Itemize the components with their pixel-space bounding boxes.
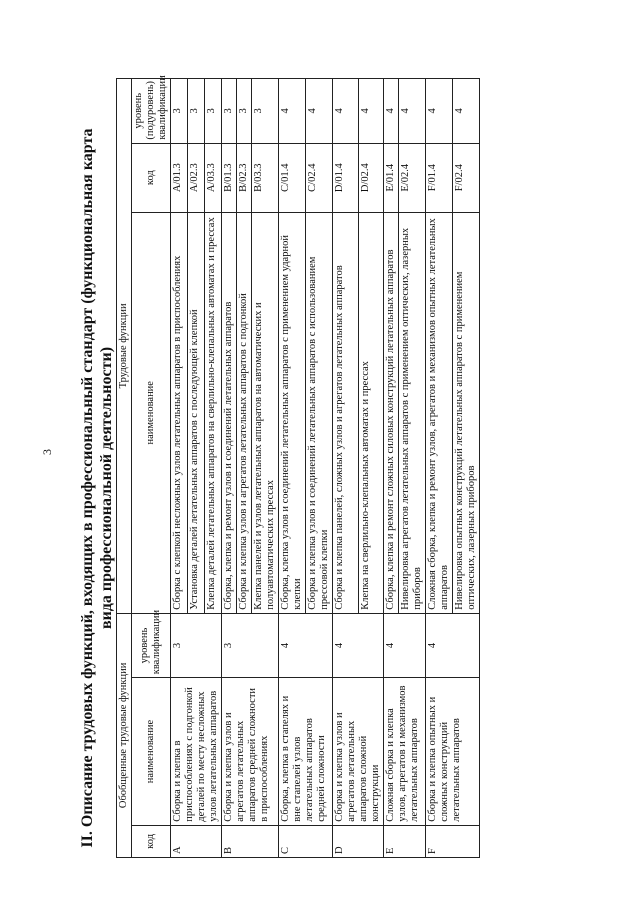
function-code: B/02.3 <box>237 143 252 212</box>
function-code: A/01.3 <box>171 143 188 212</box>
function-level: 4 <box>399 79 426 144</box>
group-level: 3 <box>222 613 279 678</box>
document-title: II. Описание трудовых функций, входящих в профессиональный стандарт (функциональная карта вида профессиональной деятельности) <box>79 128 115 848</box>
header-labor-functions: Трудовые функции <box>117 79 132 614</box>
function-level: 4 <box>333 79 359 144</box>
table-row <box>171 79 188 858</box>
function-level: 3 <box>237 79 252 144</box>
functional-map-table <box>116 75 480 858</box>
group-name: Сложная сборка и клепка узлов, агрегатов и механизмов летательных аппаратов <box>384 678 426 825</box>
function-code: C/02.4 <box>306 143 333 212</box>
header-function-name: наименование <box>132 212 171 613</box>
function-code: F/01.4 <box>426 143 453 212</box>
function-level: 4 <box>306 79 333 144</box>
function-level: 3 <box>205 79 222 144</box>
group-name: Сборка и клепка узлов и агрегатов летательных аппаратов сложной конструкции <box>333 678 384 825</box>
function-code: E/02.4 <box>399 143 426 212</box>
header-generalized-name: наименование <box>132 678 171 825</box>
function-level: 3 <box>252 79 279 144</box>
group-level: 4 <box>426 613 480 678</box>
group-level: 4 <box>384 613 426 678</box>
function-code: B/03.3 <box>252 143 279 212</box>
function-name: Клепка панелей и узлов летательных аппаратов на автоматических и полуавтоматических прессах <box>252 212 279 613</box>
function-level: 4 <box>358 79 384 144</box>
function-level: 3 <box>188 79 205 144</box>
function-level: 3 <box>171 79 188 144</box>
function-name: Установка деталей летательных аппаратов с последующей клепкой <box>188 212 205 613</box>
group-code: D <box>333 825 384 857</box>
function-name: Сборка и клепка узлов и соединений летательных аппаратов с использованием прессовой клепки <box>306 212 333 613</box>
function-code: C/01.4 <box>279 143 306 212</box>
function-code: B/01.3 <box>222 143 237 212</box>
function-name: Сборка и клепка узлов и агрегатов летательных аппаратов с подгонкой <box>237 212 252 613</box>
table-row <box>279 79 306 858</box>
function-name: Сборка и клепка панелей, сложных узлов и агрегатов летательных аппаратов <box>333 212 359 613</box>
function-level: 3 <box>222 79 237 144</box>
header-function-level: уровень (подуровень) квалификации <box>132 79 171 144</box>
group-code: B <box>222 825 279 857</box>
function-name: Сборка с клепкой несложных узлов летательных аппаратов в приспособлениях <box>171 212 188 613</box>
function-code: A/03.3 <box>205 143 222 212</box>
function-name: Сложная сборка, клепка и ремонт узлов, агрегатов и механизмов опытных летательных аппаратов <box>426 212 453 613</box>
group-name: Сборка, клепка в стапелях и вне стапелей узлов летательных аппаратов средней сложности <box>279 678 333 825</box>
group-code: E <box>384 825 426 857</box>
group-code: A <box>171 825 222 857</box>
function-code: E/01.4 <box>384 143 399 212</box>
function-level: 4 <box>426 79 453 144</box>
function-level: 4 <box>384 79 399 144</box>
group-name: Сборка и клепка узлов и агрегатов летательных аппаратов средней сложности в приспособлениях <box>222 678 279 825</box>
function-name: Сборка, клепка и ремонт узлов и соединений летательных аппаратов <box>222 212 237 613</box>
group-name: Сборка и клепка в приспособлениях с подгонкой деталей по месту несложных узлов летательных аппаратов <box>171 678 222 825</box>
header-qualification-level: уровень квалификации <box>132 613 171 678</box>
group-level: 4 <box>279 613 333 678</box>
function-name: Клепка на сверлильно-клепальных автоматах и прессах <box>358 212 384 613</box>
header-function-code: код <box>132 143 171 212</box>
table-row <box>426 79 453 858</box>
page-number: 3 <box>40 449 54 455</box>
functional-map-sheet <box>116 75 596 858</box>
function-level: 4 <box>279 79 306 144</box>
function-level: 4 <box>453 79 480 144</box>
group-code: F <box>426 825 480 857</box>
header-generalized-functions: Обобщенные трудовые функции <box>117 613 132 857</box>
header-code: код <box>132 825 171 857</box>
function-name: Нивелировка агрегатов летательных аппаратов с применением оптических, лазерных приборов <box>399 212 426 613</box>
group-level: 4 <box>333 613 384 678</box>
function-name: Клепка деталей летательных аппаратов на сверлильно-клепальных автоматах и прессах <box>205 212 222 613</box>
function-code: D/01.4 <box>333 143 359 212</box>
group-level: 3 <box>171 613 222 678</box>
function-code: A/02.3 <box>188 143 205 212</box>
function-name: Сборка, клепка узлов и соединений летательных аппаратов с применением ударной клепки <box>279 212 306 613</box>
function-name: Сборка, клепка и ремонт сложных силовых конструкций летательных аппаратов <box>384 212 399 613</box>
function-code: D/02.4 <box>358 143 384 212</box>
table-row <box>384 79 399 858</box>
group-code: C <box>279 825 333 857</box>
table-row <box>333 79 359 858</box>
table-row <box>222 79 237 858</box>
group-name: Сборка и клепка опытных и сложных конструкций летательных аппаратов <box>426 678 480 825</box>
function-code: F/02.4 <box>453 143 480 212</box>
function-name: Нивелировка опытных конструкций летательных аппаратов с применением оптических, лазерных приборов <box>453 212 480 613</box>
